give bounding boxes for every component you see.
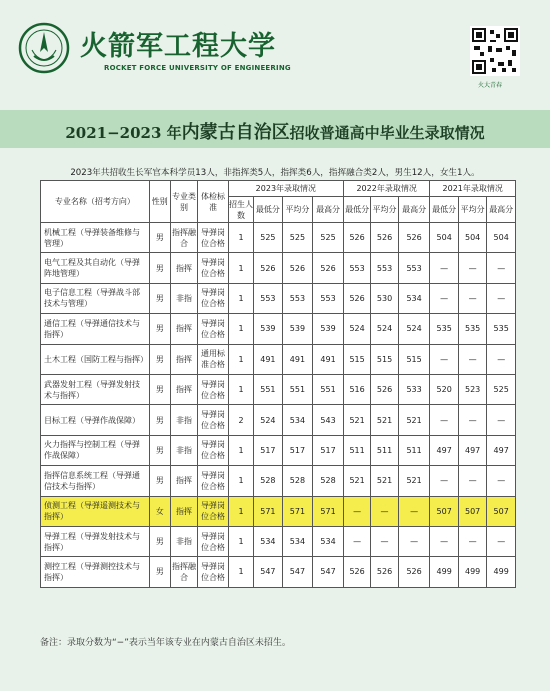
cell-category: 指挥	[170, 466, 197, 496]
cell-max23: 491	[313, 344, 344, 374]
cell-min21: 535	[430, 314, 458, 344]
cell-avg22: 526	[371, 223, 398, 253]
cell-avg23: 551	[282, 374, 313, 404]
page-title	[0, 118, 550, 144]
cell-max22: 521	[398, 466, 430, 496]
cell-n23: 1	[228, 253, 253, 283]
table-row	[41, 526, 516, 556]
cell-physical: 导弹岗位合格	[198, 435, 229, 465]
cell-physical: 导弹岗位合格	[198, 405, 229, 435]
cell-major: 电气工程及其自动化（导弹阵地管理）	[41, 253, 150, 283]
cell-max22: —	[398, 496, 430, 526]
header-major: 专业名称（招考方向）	[41, 181, 150, 223]
table-row	[41, 283, 516, 313]
header-avg-2021: 平均分	[458, 197, 486, 223]
cell-max23: 539	[313, 314, 344, 344]
cell-avg23: 517	[282, 435, 313, 465]
header-2022: 2022年录取情况	[343, 181, 430, 197]
cell-min23: 534	[254, 526, 282, 556]
cell-max21: 525	[487, 374, 516, 404]
cell-major: 指挥信息系统工程（导弹通信技术与指挥）	[41, 466, 150, 496]
qr-code-icon	[470, 26, 520, 76]
cell-min23: 547	[254, 557, 282, 587]
cell-avg21: —	[458, 526, 486, 556]
cell-min22: 526	[343, 223, 370, 253]
cell-max23: 543	[313, 405, 344, 435]
header-physical: 体检标准	[198, 181, 229, 223]
cell-major: 机械工程（导弹装备维修与管理）	[41, 223, 150, 253]
cell-category: 指挥	[170, 314, 197, 344]
qr-label: 火大青春	[478, 82, 503, 89]
cell-avg22: 530	[371, 283, 398, 313]
cell-max21: —	[487, 405, 516, 435]
university-emblem-icon	[18, 22, 70, 74]
cell-avg21: 507	[458, 496, 486, 526]
header-min-2023: 最低分	[254, 197, 282, 223]
cell-avg21: —	[458, 466, 486, 496]
cell-min21: —	[430, 526, 458, 556]
cell-min23: 517	[254, 435, 282, 465]
cell-min22: 526	[343, 283, 370, 313]
header-category: 专业类别	[170, 181, 197, 223]
cell-min23: 524	[254, 405, 282, 435]
cell-gender: 女	[149, 496, 170, 526]
cell-n23: 1	[228, 374, 253, 404]
cell-avg23: 571	[282, 496, 313, 526]
cell-max21: 499	[487, 557, 516, 587]
cell-n23: 1	[228, 314, 253, 344]
cell-avg21: —	[458, 283, 486, 313]
cell-physical: 导弹岗位合格	[198, 526, 229, 556]
table-row	[41, 344, 516, 374]
cell-max22: 524	[398, 314, 430, 344]
table-row	[41, 466, 516, 496]
header-2021: 2021年录取情况	[430, 181, 516, 197]
cell-max21: 535	[487, 314, 516, 344]
school-name: 火箭军工程大学	[80, 31, 276, 62]
cell-gender: 男	[149, 405, 170, 435]
cell-major: 火力指挥与控制工程（导弹作战保障）	[41, 435, 150, 465]
admission-table	[40, 180, 516, 588]
cell-max21: —	[487, 253, 516, 283]
cell-physical: 导弹岗位合格	[198, 253, 229, 283]
header-min-2021: 最低分	[430, 197, 458, 223]
cell-category: 指挥融合	[170, 557, 197, 587]
cell-category: 非指	[170, 283, 197, 313]
cell-major: 电子信息工程（导弹战斗部技术与管理）	[41, 283, 150, 313]
cell-gender: 男	[149, 253, 170, 283]
cell-min23: 526	[254, 253, 282, 283]
cell-min21: 497	[430, 435, 458, 465]
cell-max22: 526	[398, 557, 430, 587]
cell-min23: 571	[254, 496, 282, 526]
cell-avg23: 526	[282, 253, 313, 283]
header-max-2021: 最高分	[487, 197, 516, 223]
cell-max22: 515	[398, 344, 430, 374]
table-row	[41, 405, 516, 435]
cell-gender: 男	[149, 314, 170, 344]
enrollment-summary: 2023年共招收生长军官本科学员13人，非指挥类5人，指挥类6人，指挥融合类2人，男生12人，女生1人。	[70, 168, 480, 178]
cell-min22: 521	[343, 405, 370, 435]
cell-category: 非指	[170, 526, 197, 556]
footnote: 备注：录取分数为“−”表示当年该专业在内蒙古自治区未招生。	[40, 638, 291, 648]
cell-max23: 528	[313, 466, 344, 496]
cell-avg23: 553	[282, 283, 313, 313]
cell-avg23: 491	[282, 344, 313, 374]
title-suffix: 招收普通高中毕业生录取情况	[289, 124, 485, 142]
cell-n23: 1	[228, 283, 253, 313]
cell-category: 指挥	[170, 496, 197, 526]
cell-n23: 1	[228, 557, 253, 587]
cell-min22: 524	[343, 314, 370, 344]
header-avg-2023: 平均分	[282, 197, 313, 223]
header-2023: 2023年录取情况	[228, 181, 343, 197]
cell-physical: 导弹岗位合格	[198, 314, 229, 344]
cell-major: 目标工程（导弹作战保障）	[41, 405, 150, 435]
cell-avg23: 539	[282, 314, 313, 344]
cell-min23: 539	[254, 314, 282, 344]
table-body	[41, 223, 516, 588]
cell-max23: 551	[313, 374, 344, 404]
cell-max23: 517	[313, 435, 344, 465]
cell-n23: 1	[228, 526, 253, 556]
cell-min21: —	[430, 283, 458, 313]
header-max-2022: 最高分	[398, 197, 430, 223]
cell-avg22: 526	[371, 557, 398, 587]
cell-physical: 通用标准合格	[198, 344, 229, 374]
table-row	[41, 253, 516, 283]
cell-gender: 男	[149, 374, 170, 404]
cell-gender: 男	[149, 435, 170, 465]
cell-avg23: 528	[282, 466, 313, 496]
cell-gender: 男	[149, 344, 170, 374]
cell-major: 导弹工程（导弹发射技术与指挥）	[41, 526, 150, 556]
cell-avg23: 525	[282, 223, 313, 253]
cell-max21: —	[487, 283, 516, 313]
cell-min23: 525	[254, 223, 282, 253]
cell-avg21: 535	[458, 314, 486, 344]
cell-max23: 547	[313, 557, 344, 587]
header-enroll-2023: 招生人数	[228, 197, 253, 223]
table-row	[41, 496, 516, 526]
cell-avg21: —	[458, 253, 486, 283]
cell-min21: —	[430, 253, 458, 283]
cell-max21: —	[487, 466, 516, 496]
cell-avg23: 547	[282, 557, 313, 587]
cell-min21: —	[430, 344, 458, 374]
cell-min21: 507	[430, 496, 458, 526]
cell-max21: 507	[487, 496, 516, 526]
table-row	[41, 435, 516, 465]
table-row	[41, 374, 516, 404]
cell-gender: 男	[149, 557, 170, 587]
table-row	[41, 557, 516, 587]
cell-category: 非指	[170, 435, 197, 465]
cell-gender: 男	[149, 223, 170, 253]
cell-major: 通信工程（导弹通信技术与指挥）	[41, 314, 150, 344]
cell-max22: —	[398, 526, 430, 556]
cell-min22: 521	[343, 466, 370, 496]
cell-max22: 553	[398, 253, 430, 283]
cell-physical: 导弹岗位合格	[198, 283, 229, 313]
cell-min22: 516	[343, 374, 370, 404]
cell-min21: 499	[430, 557, 458, 587]
cell-category: 指挥融合	[170, 223, 197, 253]
cell-avg22: —	[371, 496, 398, 526]
cell-physical: 导弹岗位合格	[198, 466, 229, 496]
header-max-2023: 最高分	[313, 197, 344, 223]
cell-major: 土木工程（国防工程与指挥）	[41, 344, 150, 374]
cell-major: 测控工程（导弹测控技术与指挥）	[41, 557, 150, 587]
cell-min23: 528	[254, 466, 282, 496]
cell-min21: 520	[430, 374, 458, 404]
cell-min22: —	[343, 526, 370, 556]
cell-avg22: —	[371, 526, 398, 556]
cell-n23: 2	[228, 405, 253, 435]
cell-min22: —	[343, 496, 370, 526]
cell-avg22: 515	[371, 344, 398, 374]
cell-max21: —	[487, 526, 516, 556]
cell-physical: 导弹岗位合格	[198, 557, 229, 587]
cell-min23: 551	[254, 374, 282, 404]
cell-avg22: 521	[371, 466, 398, 496]
cell-min23: 553	[254, 283, 282, 313]
header	[0, 0, 550, 96]
cell-max23: 534	[313, 526, 344, 556]
cell-n23: 1	[228, 435, 253, 465]
cell-physical: 导弹岗位合格	[198, 496, 229, 526]
cell-avg23: 534	[282, 405, 313, 435]
cell-physical: 导弹岗位合格	[198, 374, 229, 404]
cell-avg21: —	[458, 405, 486, 435]
cell-max23: 553	[313, 283, 344, 313]
cell-n23: 1	[228, 223, 253, 253]
cell-max23: 571	[313, 496, 344, 526]
cell-max22: 511	[398, 435, 430, 465]
cell-max22: 521	[398, 405, 430, 435]
cell-n23: 1	[228, 496, 253, 526]
cell-max23: 526	[313, 253, 344, 283]
cell-min22: 553	[343, 253, 370, 283]
cell-category: 指挥	[170, 374, 197, 404]
cell-category: 非指	[170, 405, 197, 435]
cell-n23: 1	[228, 344, 253, 374]
table-row	[41, 223, 516, 253]
table-row	[41, 314, 516, 344]
cell-avg21: 499	[458, 557, 486, 587]
header-min-2022: 最低分	[343, 197, 370, 223]
cell-avg22: 553	[371, 253, 398, 283]
cell-min23: 491	[254, 344, 282, 374]
cell-min22: 511	[343, 435, 370, 465]
header-gender: 性别	[149, 181, 170, 223]
title-years: 2021−2023 年	[65, 124, 182, 142]
cell-n23: 1	[228, 466, 253, 496]
cell-max22: 534	[398, 283, 430, 313]
cell-avg22: 526	[371, 374, 398, 404]
cell-gender: 男	[149, 526, 170, 556]
cell-gender: 男	[149, 283, 170, 313]
cell-max21: 504	[487, 223, 516, 253]
cell-max21: 497	[487, 435, 516, 465]
cell-major: 侦测工程（导弹遥测技术与指挥）	[41, 496, 150, 526]
cell-gender: 男	[149, 466, 170, 496]
title-region: 内蒙古自治区	[181, 122, 290, 143]
header-avg-2022: 平均分	[371, 197, 398, 223]
cell-min21: —	[430, 405, 458, 435]
cell-min21: —	[430, 466, 458, 496]
cell-category: 指挥	[170, 253, 197, 283]
school-name-english: ROCKET FORCE UNIVERSITY OF ENGINEERING	[104, 64, 291, 72]
cell-max23: 525	[313, 223, 344, 253]
cell-max22: 526	[398, 223, 430, 253]
cell-min21: 504	[430, 223, 458, 253]
cell-max21: —	[487, 344, 516, 374]
cell-min22: 515	[343, 344, 370, 374]
cell-avg21: 497	[458, 435, 486, 465]
cell-min22: 526	[343, 557, 370, 587]
cell-physical: 导弹岗位合格	[198, 223, 229, 253]
cell-avg21: 504	[458, 223, 486, 253]
cell-category: 指挥	[170, 344, 197, 374]
cell-avg22: 511	[371, 435, 398, 465]
cell-major: 武器发射工程（导弹发射技术与指挥）	[41, 374, 150, 404]
cell-avg21: —	[458, 344, 486, 374]
cell-avg22: 524	[371, 314, 398, 344]
cell-avg22: 521	[371, 405, 398, 435]
cell-avg21: 523	[458, 374, 486, 404]
cell-avg23: 534	[282, 526, 313, 556]
cell-max22: 533	[398, 374, 430, 404]
